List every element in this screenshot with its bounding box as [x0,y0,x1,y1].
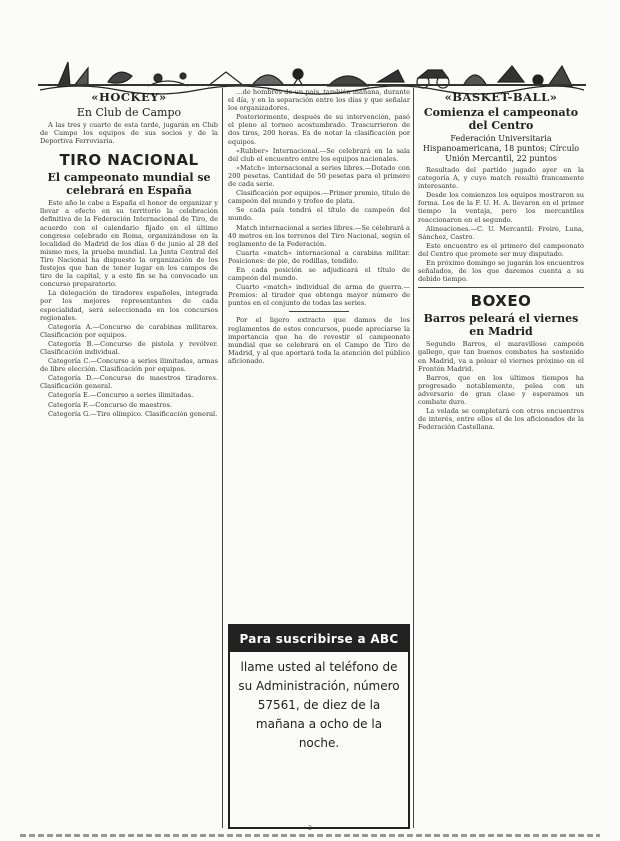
paragraph: Se cada país tendrá el título de campeón del mundo. [228,206,410,223]
basket-result: Federación Universitaria Hispanoamericana, 18 puntos; Círculo Unión Mercantil, 22 puntos [422,134,580,163]
divider [289,311,349,312]
column-divider [413,88,414,828]
ad-heading: Para suscribirse a ABC [230,626,408,652]
paragraph: Match internacional a series libres.—Se celebrará a 40 metros en los terrenos del Tiro Nacional, según el reglamento de la Federación. [228,223,410,248]
paragraph: Categoría G.—Tiro olímpico. Clasificación general. [48,409,218,418]
paragraph: Por el ligero extracto que damos de los reglamentos de estos concursos, puede apreciarse la importancia que ha de revestir el campeonato mundial que se celebrará en el Campo de Tiro de Madrid, y al que aportará toda la atención del público aficionado. [228,316,410,365]
paragraph: Este encuentro es el primero del campeonato del Centro que promete ser muy disputado. [418,241,584,258]
paragraph: En cada posición se adjudicará el título de campeón del mundo. [228,265,410,283]
paragraph: Resultado del partido jugado ayer en la categoría A, y cuyo match resultó francamente interesante. [418,166,584,191]
paragraph: Clasificación por equipos.—Primer premio, título de campeón del mundo y trofeo de plata. [228,189,410,206]
boxeo-subtitle: Barros peleará el viernes en Madrid [423,312,579,339]
paragraph: Alineaciones.—C. U. Mercantil: Freire, Luna, Sánchez, Castro. [418,224,584,241]
divider [418,287,584,288]
hockey-subtitle: En Club de Campo [76,106,182,119]
column-divider [222,88,223,828]
paragraph: Categoría E.—Concurso a series ilimitadas. [48,391,194,400]
column-middle [228,88,410,618]
paragraph: Categoría F.—Concurso de maestros. [48,400,172,409]
paragraph: Categoría C.—Concurso a series ilimitadas, armas de libre elección. Clasificación por equipos. [40,357,218,374]
hockey-body: A las tres y cuarto de esta tarde, jugarán en Club de Campo los equipos de sus socios y de la Deportiva Ferroviaria. [40,121,218,146]
page-number: 2 [308,825,312,832]
paragraph: Barros, que en los últimos tiempos ha progresado notablemente, pelea con un adversario de gran clase y esperamos un combate duro. [418,373,584,406]
paragraph: …de hombres de un país, también mañana, durante el día, y en la separación entre los días y que señalar los organizadores. [228,88,410,113]
paragraph: Posteriormente, después de su intervención, pasó el pleno al torneo acostumbrado. Trascurrieron de dos tiros, 200 horas. Es de notar la clasificación por equipos. [228,113,410,146]
banner-bottom-rule [38,84,586,86]
boxeo-title: BOXEO [470,292,532,311]
basket-title: «BASKET-BALL» [444,90,558,104]
paragraph: «Match» internacional a series libres.—Dotado con 200 pesetas. Cantidad de 50 pesetas para el primero de cada serie. [228,163,410,189]
paragraph: Desde los comienzos los equipos mostraron su forma. Los de la F. U. H. A. llevaron en el primer tiempo la ventaja, pero los mercantiles reaccionaron en el segundo. [418,191,584,224]
paragraph: En próximo domingo se jugarán los encuentros señalados, de los que daremos cuenta a su debido tiempo. [418,259,584,284]
column-left [40,88,218,828]
subscription-ad [228,624,410,829]
paragraph: «Rubber» Internacional.—Se celebrará en la sala del club el encuentro entre los equipos nacionales. [228,146,410,163]
paragraph: Este año le cabe a España el honor de organizar y llevar a efecto en su territorio la celebración definitiva de la Federación Internacional de Tiro, de acuerdo con el calendario fijado en el último congreso celebrado en Roma, organizándose en la localidad de Madrid de los días 6 de junio al 28 del mismo mes, la prueba mundial. La Junta Central del Tiro Nacional ha dispuesto la organización de los festejos que han de tener lugar en los campos de tiro de la capital, y a este fin se ha convocado un concurso preparatorio. [40,199,218,289]
tiro-title: TIRO NACIONAL [59,151,199,170]
paragraph: La delegación de tiradores españoles, integrada por los mejores representantes de cada especialidad, será seleccionada en los concursos regionales. [40,289,218,322]
paragraph: Segundo Barros, el maravilloso campeón gallego, que tan buenos combates ha sostenido en Madrid, va a pelear el viernes próximo en el Frontón Madrid. [418,340,584,373]
boxeo-article-body [418,340,584,431]
paragraph: Categoría D.—Concurso de maestros tiradores. Clasificación general. [40,374,218,391]
ad-line: su Administración, número [238,679,400,693]
ad-line: llame usted al teléfono de [240,660,398,674]
hockey-title: «HOCKEY» [91,90,167,104]
column-right [418,88,584,828]
paragraph: Cuarta «match» internacional a carabina militar. Posiciones: de pie, de rodillas, tendido. [228,248,410,265]
tiro-article-body [40,199,218,417]
ad-line: 57561, de diez de la [257,698,381,712]
paragraph: Cuarto «match» individual de arma de guerra.—Premios: al tirador que obtenga mayor número de puntos en el conjunto de todas las series. [228,283,410,308]
tiro-subtitle: El campeonato mundial se celebrará en España [47,171,211,198]
paragraph: Categoría B.—Concurso de pistola y revólver. Clasificación individual. [40,339,218,356]
paragraph: Categoría A.—Concurso de carabinas militares. Clasificación por equipos. [40,322,218,339]
footer-rule [20,834,600,837]
tiro-continued-body [228,88,410,365]
basket-article-body [418,166,584,283]
paragraph: La velada se completará con otros encuentros de interés, entre ellos el de los aficionados de la Federación Castellana. [418,407,584,432]
ad-line: mañana a ocho de la noche. [255,717,383,750]
basket-subtitle: Comienza el campeonato del Centro [423,106,579,132]
